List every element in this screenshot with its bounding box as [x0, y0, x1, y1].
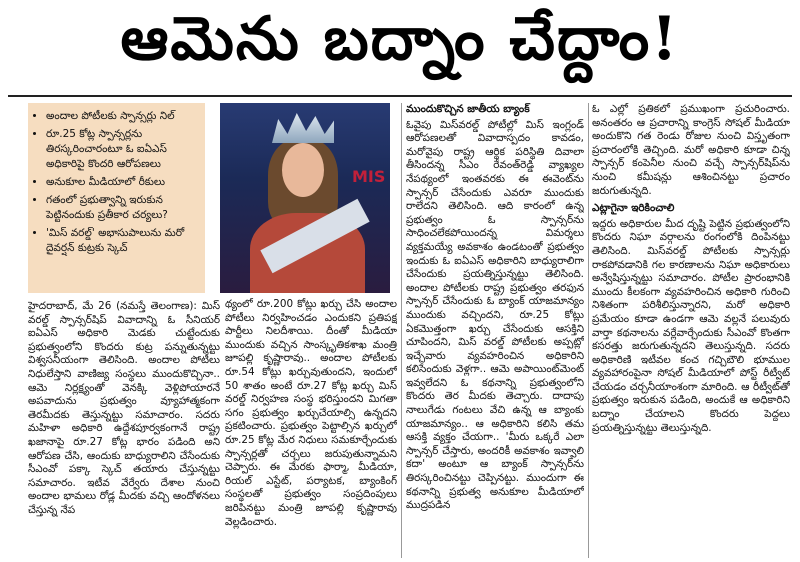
headline: ఆమెను బద్నాం చేద్దాం!: [120, 4, 680, 74]
article-text: హైదరాబాద్, మే 26 (నమస్తే తెలంగాణ): మిస్ వరల్డ్ స్పాన్సర్‌షిప్ వివాదాన్ని ఓ సీనియర్ ఐఏఎస్ అధికారి మెడకు చుట్టేందుకు ప్రభుత్వంలోని కొందరు కుట్ర పన్నుతున్నట్టు విశ్వసనీయంగా తెలిసింది. అందాల పోటీలు నిధులేస్తాని వాణిజ్య సంస్థలు ముందుకొచ్చినా.. ఆమె నిర్లక్ష్యంతో వెనక్కి వెళ్లిపోయారనే అపవాదును ప్రభుత్వం వ్యూహాత్మకంగా తెరమీదకు తెస్తున్నట్టు సమాచారం. సదరు మహిళా అధికారి ఉద్దేశపూర్వకంగానే రాష్ట్ర ఖజానాపై రూ.27 కోట్ల భారం పడింది అని ఆరోపణ చేసి, ఆందుకు బాధ్యురాలిని చేసేందుకు సీఎంవో పక్కా స్కెచ్ తయారు చేస్తున్నట్టు సమాచారం. ఇటీవ వేర్వేరు దేశాల నుంచి అందాల భామలు రోడ్ల మీదకు వచ్చి ఆందోళనలు చేస్తున్న నేప: [28, 300, 220, 516]
article-column-1: [28, 300, 220, 558]
photo-face: [282, 143, 324, 197]
subheading: ముందుకొచ్చిన జాతీయ బ్యాంక్: [406, 103, 530, 115]
article-text: ఓ ఎల్లో ప్రతికలో ప్రముఖంగా ప్రచురించారు. అనంతరం ఆ ప్రచారాన్ని కాంగ్రెస్ సోషల్ మీడియా అందుకొని గత రెండు రోజుల నుంచి విస్తృతంగా ప్రచారంలోకి తెచ్చింది. మరో అధికారి కూడా చిన్న స్పాన్సర్ కంపెనీల నుంచి వచ్చే స్పాన్సర్‌షిప్‌ను నుంచి కమీషన్లు ఆశించినట్టు ప్రచారం జరుగుతున్నది.: [592, 103, 790, 197]
news-photo: [220, 103, 390, 293]
summary-item: • గతంలో ప్రభుత్వాన్ని ఇరుకున పెట్టినందుకు ప్రతీకార చర్యలు?: [46, 193, 199, 223]
article-text: ఇద్దరు అధికారుల మీద దృష్టి పెట్టిన ప్రభుత్వంలోని కొందరు నిఘా వర్గాలను రంగంలోకి దింపినట్టు తెలిసింది. మిస్‌వరల్డ్ పోటీలకు స్పాన్సర్లు రాకపోవడానికి గల కారణాలను నిఘా అధికారులు అన్వేషిస్తున్నట్టు సమాచారం. పోటీల ప్రారంభానికి ముందు కీలకంగా వ్యవహరించిన అధికారి గురించి నిశితంగా పరిశీలిస్తున్నారని, మరో అధికారి ప్రమేయం కూడా ఉండగా ఆమె వల్లనే పలువురు వార్తా కథనాలను వర్లేవార్చేందుకు సీఎంవో కొంతగా కసరత్తు జరుగుతున్నదని తెలుస్తున్నది. సదరు అధికారిణి ఇటీవల కంచ గచ్చిబౌలి భూముల వ్యవహారంపైనా సోషల్ మీడియాలో పోస్ట్ రీట్వీట్ చేయడం చర్చనీయాంశంగా మారింది. ఆ రీట్వీట్‌తో ప్రభుత్వం ఇరుకున పడింది, అందుకే ఆ అధికారిని బద్నాం చేయాలని కొందరు పెద్దలు ప్రయత్నిస్తున్నట్టు తెలుస్తున్నది.: [592, 217, 790, 434]
subheading: ఎట్లాగైనా ఇరికించాలి: [592, 202, 675, 215]
article-column-4: [592, 103, 790, 558]
article-text: ఓవైపు మిస్‌వరల్డ్ పోటీల్లో మిస్ ఇంగ్లండ్ ఆరోపణలతో వివాదాస్పదం కావడం, మరోవైపు రాష్ట్ర ఆర్థిక పరిస్థితి దివాలా తీసిందన్న సీఎం రేవంత్‌రెడ్డి వ్యాఖ్యల నేపథ్యంలో ఇంతవరకు ఈ ఈవెంట్‌ను స్పాన్సర్ చేసేందుకు ఎవరూ ముందుకు రాలేదని తెలిసింది. ఆది కారంలో ఉన్న ప్రభుత్వం ఓ స్పాన్సర్‌ను సాధించలేకపోయిందన్న విమర్శలు వ్యక్తమయ్యే అవకాశం ఉండటంతో ప్రభుత్వం ఇందుకు ఓ ఐఏఎస్ అధికారిని బాధ్యురాలిగా చేసేందుకు ప్రయత్నిస్తున్నట్టు తెలిసింది. అందాల పోటీలకు రాష్ట్ర ప్రభుత్వం తరఫున స్పాన్సర్ చేసేందుకు ఓ బ్యాంక్ యాజమాన్యం ముందుకు వచ్చిందని, రూ.25 కోట్లు ఏకమొత్తంగా ఖర్చు చేసేందుకు ఆసక్తిని చూపిందని, మిస్ వరల్డ్ పోటీలకు అప్పట్లో ఇచ్చేవారు వ్యవహరించిన అధికారిని కలిసేందుకు వెళ్లగా.. ఆమె అపాయింట్‌మెంట్ ఇవ్వలేదని ఓ కథనాన్ని ప్రభుత్వంలోని కొందరు తెర మీదకు తెచ్చారు. దాదాపు నాలుగేడు గంటలు వేచి ఉన్న ఆ బ్యాంకు యాజమాన్యం.. ఆ అధికారిని కలిసి తమ ఆసక్తి వ్యక్తం చేయగా.. 'మీరు ఒక్కరే ఎలా స్పాన్సర్ చేస్తారు, అందరికీ అవకాశం ఇవ్వాలి కదా' అంటూ ఆ బ్యాంక్ స్పాన్సర్‌ను తిరస్కరించినట్టు చెప్పినట్టు. ముందుగా ఈ కథనాన్ని ప్రభుత్వ అనుకూల మీడియాలో ముద్రపడిన: [406, 118, 584, 512]
summary-item: • అనుకూల మీడియాలో రీకులు: [46, 175, 199, 190]
column-divider: [401, 103, 402, 558]
crown-icon: [272, 113, 334, 143]
summary-box: [28, 103, 205, 293]
summary-item: • అందాల పోటీలకు స్పాన్సర్లు నిల్: [46, 109, 199, 124]
article-column-3: [406, 103, 584, 558]
summary-item: • రూ.25 కోట్ల స్పాన్సర్లను తిరస్కరించారంటూ ఓ ఐఏఎస్ అధికారిపై కొందరి ఆరోపణలు: [46, 127, 199, 172]
headline-rule: [8, 95, 792, 97]
article-column-2: [225, 298, 397, 558]
photo-background-text: MIS: [352, 167, 386, 186]
summary-item: • 'మిస్ వరల్డ్' అభాసుపాలును మరో దైవర్షన్ కుట్రకు స్కెచ్: [46, 226, 199, 256]
column-divider: [588, 103, 589, 558]
article-text: థ్యంలో రూ.200 కోట్లు ఖర్చు చేసి అందాల పోటీలు నిర్వహించడం ఎందుకని ప్రతిపక్ష పార్టీలు నిలదీశాయి. దీంతో మీడియా ముందుకు వచ్చిన సాంస్కృతికశాఖ మంత్రి జూపల్లి కృష్ణారావు.. అందాల పోటీలకు రూ.54 కోట్లు ఖర్చువుతుందని, ఇందులో 50 శాతం అంటే రూ.27 కోట్ల ఖర్చు మిస్ వరల్డ్ నిర్వహణ సంస్థ భరిస్తుందని మిగతా సగం ప్రభుత్వం ఖర్చుచేయాల్సి ఉన్నదని ప్రకటించారు. ప్రభుత్వం పెట్టాల్సిన ఖర్చులో రూ.25 కోట్ల మేర నిధులు సమకూర్చేందుకు స్పాన్సర్లతో చర్చలు జరుపుతున్నామని చెప్పారు. ఈ మేరకు ఫార్మా, మీడియా, రియల్ ఎస్టేట్, పర్యాటక, బ్యాంకింగ్ సంస్థలతో ప్రభుత్వం సంప్రదింపులు జరిపినట్టు మంత్రి జూపల్లి కృష్ణారావు వెల్లడించారు.: [225, 298, 397, 528]
